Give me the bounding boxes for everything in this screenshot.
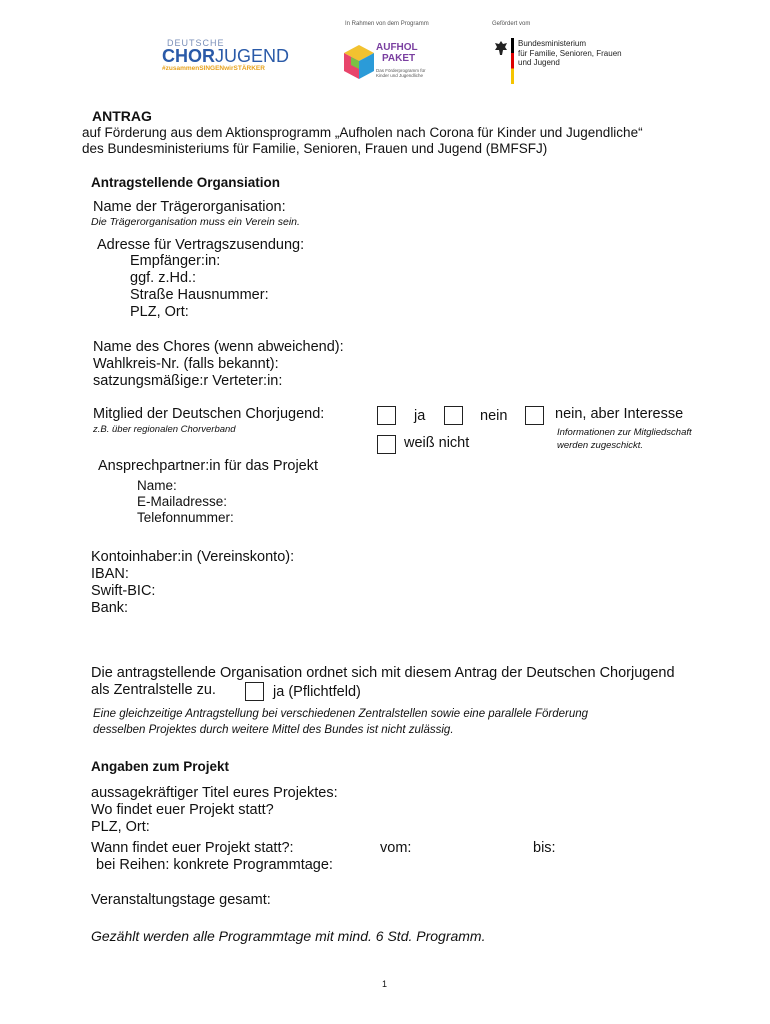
project-series-label: bei Reihen: konkrete Programmtage:	[96, 857, 333, 873]
funding-caption: Gefördert vom	[492, 21, 531, 27]
logo-bmfsfj-line1: Bundesministerium	[518, 39, 587, 48]
member-hint: z.B. über regionalen Chorverband	[93, 424, 236, 435]
deutsche-chorjugend-logo	[162, 38, 290, 78]
organisation-heading: Antragstellende Organsiation	[91, 175, 281, 190]
logo-dcj-line2	[162, 46, 290, 66]
contact-label: Ansprechpartner:in für das Projekt	[98, 458, 319, 474]
bic-label: Swift-BIC:	[91, 583, 156, 599]
project-total-days-label: Veranstaltungstage gesamt:	[91, 892, 271, 908]
contact-email-label: E-Mailadresse:	[137, 494, 228, 509]
logo-dcj-slogan: #zusammenSINGENwirSTÄRKER	[162, 65, 265, 72]
district-label: Wahlkreis-Nr. (falls bekannt):	[93, 356, 279, 372]
aufholpaket-logo	[342, 40, 426, 86]
project-from-label: vom:	[380, 840, 412, 856]
street-label: Straße Hausnummer:	[130, 287, 269, 303]
member-yes-label: ja	[414, 408, 426, 424]
logo-dcj-chor: CHOR	[162, 46, 215, 66]
logo-aufhol-line2: PAKET	[382, 53, 416, 64]
logo-bmfsfj-text	[518, 39, 622, 68]
recipient-label: Empfänger:in:	[130, 253, 221, 269]
city-label: PLZ, Ort:	[130, 304, 189, 320]
project-when-label: Wann findet euer Projekt statt?:	[91, 840, 294, 856]
logo-dcj-line1: DEUTSCHE	[167, 38, 225, 48]
account-holder-label: Kontoinhaber:in (Vereinskonto):	[91, 549, 295, 565]
program-caption: In Rahmen von dem Programm	[345, 21, 429, 27]
bank-label: Bank:	[91, 600, 129, 616]
project-counting-note: Gezählt werden alle Programmtage mit mind. 6 Std. Programm.	[91, 928, 486, 944]
logo-bmfsfj-line2: für Familie, Senioren, Frauen	[518, 48, 622, 58]
representative-label: satzungsmäßige:r Verteter:in:	[93, 373, 283, 389]
cube-icon	[342, 43, 376, 81]
member-yes-checkbox[interactable]	[377, 406, 396, 425]
project-where-label: Wo findet euer Projekt statt?	[91, 802, 274, 818]
contact-name-label: Name:	[137, 478, 177, 493]
logo-aufhol-line1: AUFHOL	[376, 42, 418, 53]
title-line-1: auf Förderung aus dem Aktionsprogramm „Aufholen nach Corona für Kinder und Jugendliche“	[82, 125, 643, 140]
central-line-2: als Zentralstelle zu.	[91, 682, 216, 698]
project-heading: Angaben zum Projekt	[91, 759, 230, 774]
logo-dcj-jugend: JUGEND	[215, 46, 290, 66]
member-no-label: nein	[480, 408, 508, 424]
central-note-1: Eine gleichzeitige Antragstellung bei verschiedenen Zentralstellen sowie eine parallele Förderung	[93, 708, 589, 720]
project-title-label: aussagekräftiger Titel eures Projektes:	[91, 785, 338, 801]
choir-name-label: Name des Chores (wenn abweichend):	[93, 339, 344, 355]
address-label: Adresse für Vertragszusendung:	[97, 237, 305, 253]
traeger-hint: Die Trägerorganisation muss ein Verein sein.	[91, 216, 300, 228]
logo-bmfsfj-line3: und Jugend	[518, 58, 560, 67]
central-yes-label: ja (Pflichtfeld)	[273, 684, 361, 700]
member-label: Mitglied der Deutschen Chorjugend:	[93, 406, 325, 422]
logo-aufhol-text	[376, 42, 418, 64]
document-heading: ANTRAG	[92, 108, 152, 124]
title-line-2: des Bundesministeriums für Familie, Senioren, Frauen und Jugend (BMFSFJ)	[82, 141, 548, 156]
interest-note-2: werden zugeschickt.	[557, 440, 644, 451]
traeger-label: Name der Trägerorganisation:	[93, 199, 286, 215]
member-interest-checkbox[interactable]	[525, 406, 544, 425]
contact-phone-label: Telefonnummer:	[137, 510, 234, 525]
member-unknown-checkbox[interactable]	[377, 435, 396, 454]
member-unknown-label: weiß nicht	[404, 435, 470, 451]
central-note-2: desselben Projektes durch weitere Mittel des Bundes ist nicht zulässig.	[93, 724, 454, 736]
logo-aufhol-subline: Das Förderprogramm für Kinder und Jugendliche	[376, 68, 426, 78]
central-line-1: Die antragstellende Organisation ordnet sich mit diesem Antrag der Deutschen Chorjugend	[91, 665, 675, 681]
bmfsfj-logo	[494, 38, 622, 86]
federal-eagle-icon	[494, 40, 508, 56]
project-to-label: bis:	[533, 840, 556, 856]
member-interest-label: nein, aber Interesse	[555, 406, 684, 422]
attn-label: ggf. z.Hd.:	[130, 270, 197, 286]
project-city-label: PLZ, Ort:	[91, 819, 150, 835]
iban-label: IBAN:	[91, 566, 129, 582]
flag-stripe	[511, 38, 514, 84]
member-no-checkbox[interactable]	[444, 406, 463, 425]
interest-note-1: Informationen zur Mitgliedschaft	[557, 427, 692, 438]
central-yes-checkbox[interactable]	[245, 682, 264, 701]
page-number: 1	[382, 979, 388, 989]
